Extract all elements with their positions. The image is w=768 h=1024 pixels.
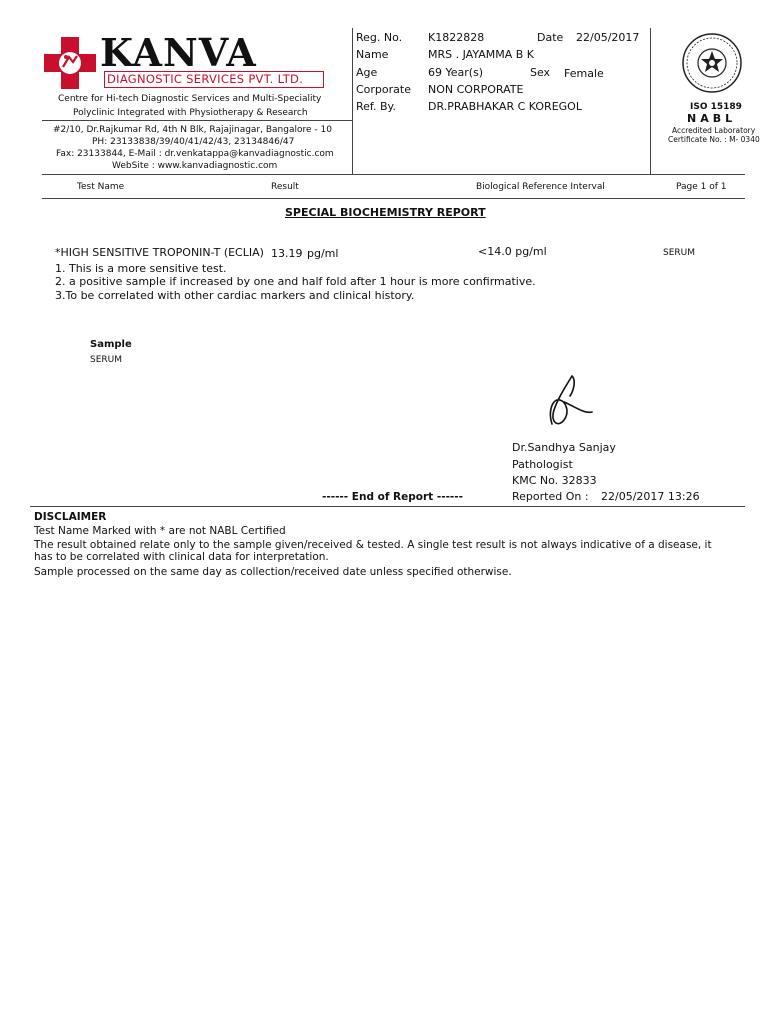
company-name: DIAGNOSTIC SERVICES PVT. LTD. <box>107 72 304 86</box>
ref-value: DR.PRABHAKAR C KOREGOL <box>428 100 582 113</box>
accredited-text: Accredited Laboratory <box>672 126 756 135</box>
ref-label: Ref. By. <box>356 100 396 113</box>
reg-label: Reg. No. <box>356 31 403 44</box>
tagline-1: Centre for Hi-tech Diagnostic Services and Multi-Speciality <box>58 94 322 104</box>
column-header-top-line <box>42 174 745 175</box>
fax-email: Fax: 23133844, E-Mail : dr.venkatappa@kanvadiagnostic.com <box>56 149 334 159</box>
age-value: 69 Year(s) <box>428 66 484 79</box>
signatory-name: Dr.Sandhya Sanjay <box>512 441 616 454</box>
sex-label: Sex <box>530 66 551 79</box>
name-label: Name <box>356 48 389 61</box>
reg-value: K1822828 <box>428 31 485 44</box>
brand-name: KANVA <box>100 30 257 75</box>
sex-value: Female <box>564 67 604 80</box>
note-line: 3.To be correlated with other cardiac markers and clinical history. <box>55 289 415 302</box>
column-header-bottom-line <box>42 198 745 199</box>
col-result: Result <box>271 182 299 192</box>
col-reference: Biological Reference Interval <box>476 182 605 192</box>
disclaimer-title: DISCLAIMER <box>34 511 107 523</box>
test-reference: <14.0 pg/ml <box>478 245 547 258</box>
address: #2/10, Dr.Rajkumar Rd, 4th N Blk, Rajajinagar, Bangalore - 10 <box>53 125 332 135</box>
col-test-name: Test Name <box>77 182 125 192</box>
name-value: MRS . JAYAMMA B K <box>428 48 534 61</box>
corporate-label: Corporate <box>356 83 411 96</box>
tagline-2: Polyclinic Integrated with Physiotherapy & Research <box>73 108 308 118</box>
medical-cross-icon <box>44 37 96 89</box>
date-value: 22/05/2017 <box>576 31 640 44</box>
certificate-text: Certificate No. : M- 0340 <box>668 135 760 144</box>
test-value: 13.19 <box>271 247 303 260</box>
test-unit: pg/ml <box>307 247 339 260</box>
date-label: Date <box>537 31 564 44</box>
reported-on-label: Reported On : <box>512 490 589 503</box>
phone: PH: 23133838/39/40/41/42/43, 23134846/47 <box>92 137 295 147</box>
note-line: 1. This is a more sensitive test. <box>55 262 227 275</box>
sample-value: SERUM <box>90 355 123 365</box>
col-page: Page 1 of 1 <box>676 182 727 192</box>
end-of-report: ------ End of Report ------ <box>322 491 463 503</box>
note-line: 2. a positive sample if increased by one and half fold after 1 hour is more confirmative. <box>55 275 536 288</box>
disclaimer-paragraph: The result obtained relate only to the sample given/received & tested. A single test result is not always indicative of a disease, it has to be correlated with clinical data for interpretation. <box>34 539 712 563</box>
disclaimer-divider <box>30 506 745 507</box>
iso-text: ISO 15189 <box>690 102 742 112</box>
sample-label: Sample <box>90 339 132 350</box>
reported-on-value: 22/05/2017 13:26 <box>601 490 700 503</box>
signature-image <box>540 372 610 434</box>
disclaimer-line: Test Name Marked with * are not NABL Certified <box>34 525 286 537</box>
header-separator-right <box>650 28 651 174</box>
nabl-seal-icon <box>681 32 743 94</box>
signatory-kmc: KMC No. 32833 <box>512 474 597 487</box>
header-divider <box>42 120 352 121</box>
website: WebSite : www.kanvadiagnostic.com <box>112 161 278 171</box>
corporate-value: NON CORPORATE <box>428 83 524 96</box>
report-title: SPECIAL BIOCHEMISTRY REPORT <box>285 206 486 219</box>
test-name: *HIGH SENSITIVE TROPONIN-T (ECLIA) <box>55 246 264 259</box>
signatory-role: Pathologist <box>512 458 573 471</box>
test-specimen: SERUM <box>663 248 696 258</box>
age-label: Age <box>356 66 378 79</box>
nabl-text: NABL <box>687 112 737 125</box>
header-separator-left <box>352 28 353 174</box>
disclaimer-line: Sample processed on the same day as collection/received date unless specified otherwise. <box>34 566 512 578</box>
